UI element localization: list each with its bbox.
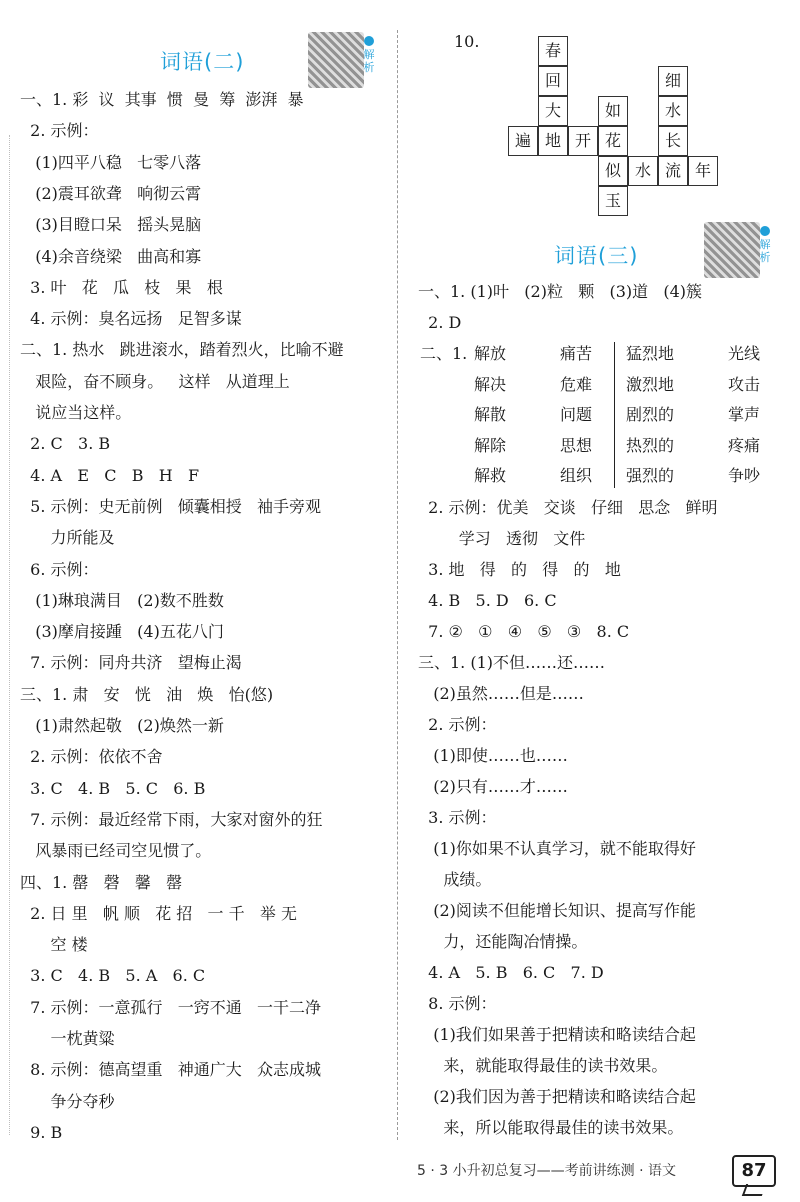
crossword-cell: 如 [598,96,628,126]
answer-line: 力所能及 [20,528,115,548]
answer-line: 2. C 3. B [20,434,111,454]
answer-line: 2. 示例：优美 交谈 仔细 思念 鲜明 [418,498,718,517]
match-word: 问题 [560,405,593,424]
crossword-cell: 开 [568,126,598,156]
answer-line: 来，所以能取得最佳的读书效果。 [418,1118,684,1137]
crossword-cell: 水 [628,156,658,186]
match-word: 争吵 [728,466,761,485]
answer-line: (2)虽然……但是…… [418,684,584,703]
answer-line: 空 楼 [20,935,88,955]
answer-line: (1)我们如果善于把精读和略读结合起 [418,1025,696,1044]
answer-line: 2. 示例： [20,121,99,141]
answer-line: 7. ② ① ④ ⑤ ③ 8. C [418,622,630,641]
answer-line: (1)肃然起敬 (2)焕然一新 [20,716,224,735]
question-10-label: 10. [454,32,480,51]
answer-line: 成绩。 [418,870,492,889]
section-title-words-3: 词语(三) [554,244,639,268]
answer-line: 3. C 4. B 5. A 6. C [20,966,206,986]
answer-line: (2)我们因为善于把精读和略读结合起 [418,1087,696,1106]
match-word: 组织 [560,466,593,485]
answer-line: 一、1. 彩 议 其事 惯 曼 筹 澎湃 暴 [20,90,304,109]
answer-line: 6. 示例： [20,559,99,579]
answer-line: (2)震耳欲聋 响彻云霄 [20,183,202,203]
match-word: 思想 [560,435,593,455]
answer-line: (1)即使……也…… [418,746,568,765]
answer-line: 风暴雨已经司空见惯了。 [20,841,212,861]
match-word: 猛烈地 [626,344,675,363]
match-question-label: 二、1. [420,344,468,363]
match-word: 解放 [474,344,507,363]
answer-line: (3)摩肩接踵 (4)五花八门 [20,622,224,642]
crossword-cell: 花 [598,126,628,156]
answer-line: 二、1. 热水 跳进滚水，踏着烈火，比喻不避 [20,340,344,360]
qr-label: 解析 [759,238,771,264]
answer-line: 力，还能陶冶情操。 [418,932,588,951]
crossword-cell: 年 [688,156,718,186]
answer-line: 艰险，奋不顾身。 这样 从道理上 [20,371,290,391]
qr-code-icon[interactable] [704,222,760,278]
crossword-cell: 水 [658,96,688,126]
match-lines [418,0,790,200]
play-dot-icon [760,226,770,236]
answer-line: 3. 叶 花 瓜 枝 果 根 [20,277,223,297]
section-title-words-2: 词语(二) [160,50,245,74]
page-number: 87 [732,1155,776,1187]
crossword-cell: 似 [598,156,628,186]
answer-line: 争分夺秒 [20,1091,115,1111]
match-word: 激烈地 [626,374,675,394]
qr-label: 解析 [363,48,375,74]
match-word: 热烈的 [626,435,675,455]
match-word: 强烈的 [626,466,675,485]
answer-line: 一、1. (1)叶 (2)粒 颗 (3)道 (4)簇 [418,282,703,301]
crossword-cell: 地 [538,126,568,156]
match-word: 疼痛 [728,435,761,455]
crossword-cell: 长 [658,126,688,156]
answer-line: 来，就能取得最佳的读书效果。 [418,1056,668,1075]
crossword-cell: 流 [658,156,688,186]
footer-book-title: 5 · 3 小升初总复习——考前讲练测 · 语文 [417,1163,676,1179]
crossword-cell: 细 [658,66,688,96]
answer-line: (1)四平八稳 七零八落 [20,152,202,172]
crossword-cell: 回 [538,66,568,96]
answer-line: 8. 示例： [418,994,497,1013]
answer-line: 4. A 5. B 6. C 7. D [418,963,604,982]
crossword-cell: 大 [538,96,568,126]
answer-line: 四、1. 罄 磬 馨 罄 [20,872,183,892]
answer-line: 3. 示例： [418,808,497,827]
answer-line: 3. 地 得 的 得 的 地 [418,560,621,579]
answer-line: 9. B [20,1122,63,1142]
answer-line: (2)阅读不但能增长知识、提高写作能 [418,901,696,920]
answer-line: 2. 示例：依依不舍 [20,747,163,767]
left-margin-rule [9,135,10,1135]
match-word: 掌声 [728,405,761,424]
answer-line: 7. 示例：同舟共济 望梅止渴 [20,653,242,673]
answer-line: 4. B 5. D 6. C [418,591,557,610]
answer-line: 7. 示例：一意孤行 一窍不通 一干二净 [20,997,322,1017]
match-word: 光线 [728,344,761,363]
answer-line: 3. C 4. B 5. C 6. B [20,778,206,798]
answer-line: 4. 示例：臭名远扬 足智多谋 [20,309,242,329]
answer-line: 三、1. 肃 安 恍 油 焕 怡(悠) [20,684,274,704]
answer-line: 学习 透彻 文件 [418,529,586,548]
match-word: 剧烈的 [626,405,675,424]
answer-line: (4)余音绕梁 曲高和寡 [20,246,202,266]
answer-line: 4. A E C B H F [20,465,200,485]
answer-line: (3)目瞪口呆 摇头晃脑 [20,215,202,235]
answer-line: 一枕黄粱 [20,1029,115,1048]
answer-line: 三、1. (1)不但……还…… [418,653,606,672]
answer-line: 2. 日 里 帆 顺 花 招 一 千 举 无 [20,903,297,923]
answer-line: 5. 示例：史无前例 倾囊相授 袖手旁观 [20,496,322,516]
match-word: 痛苦 [560,344,593,363]
answer-line: 说应当这样。 [20,403,132,422]
match-word: 解决 [474,374,507,394]
crossword-cell: 遍 [508,126,538,156]
match-word: 解救 [474,466,507,485]
answer-line: 2. D [418,313,462,332]
crossword-cell: 玉 [598,186,628,216]
match-word: 危难 [560,374,593,394]
answer-line: 8. 示例：德高望重 神通广大 众志成城 [20,1060,322,1080]
crossword-cell: 春 [538,36,568,66]
match-separator [614,342,615,488]
answer-line: 7. 示例：最近经常下雨，大家对窗外的狂 [20,809,323,829]
match-word: 攻击 [728,374,761,394]
answer-line: (2)只有……才…… [418,777,568,796]
match-word: 解散 [474,405,507,424]
page-number-tail [742,1184,766,1196]
qr-code-icon[interactable] [308,32,364,88]
answer-line: (1)琳琅满目 (2)数不胜数 [20,590,224,610]
match-word: 解除 [474,435,507,455]
play-dot-icon [364,36,374,46]
column-divider [397,30,398,1140]
answer-line: 2. 示例： [418,715,497,734]
answer-line: (1)你如果不认真学习，就不能取得好 [418,839,696,858]
